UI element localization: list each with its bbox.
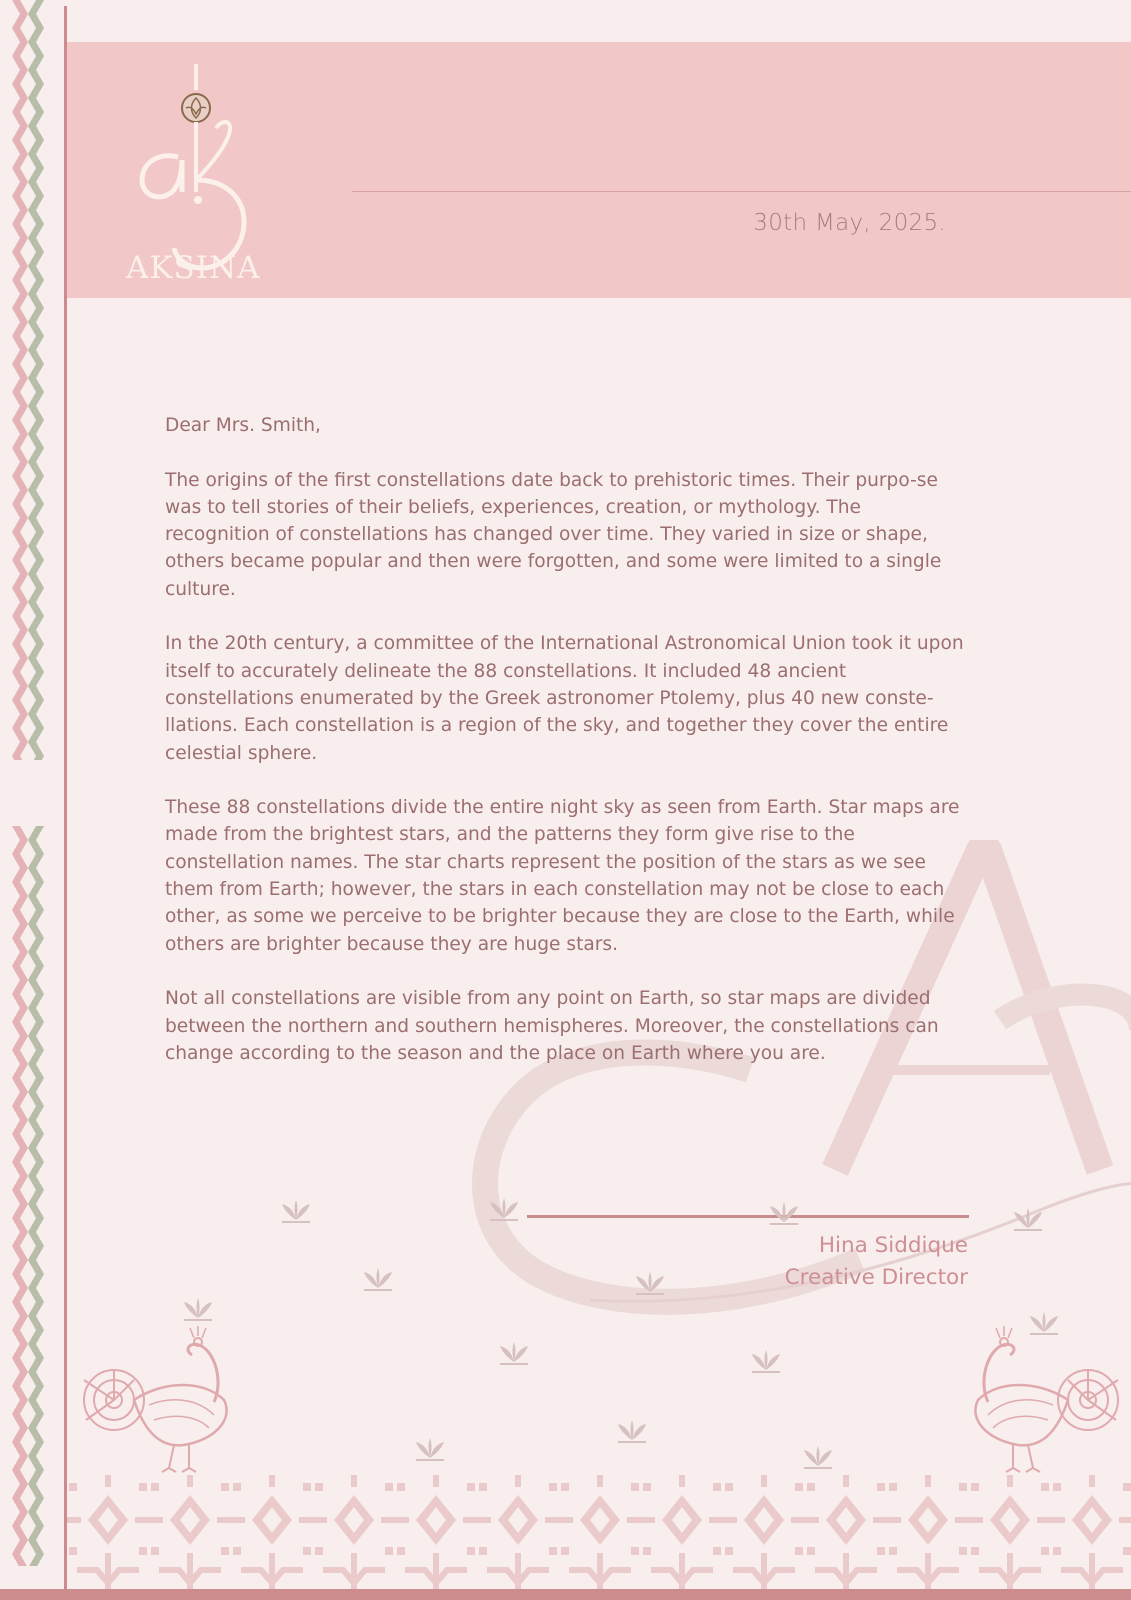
floral-sprig-icon xyxy=(752,1350,780,1372)
floral-sprig-icon xyxy=(500,1342,528,1364)
lotus-emblem-icon xyxy=(182,94,210,122)
signature-block xyxy=(700,1230,968,1294)
header-divider-line xyxy=(352,191,1131,192)
signer-title: Creative Director xyxy=(784,1265,968,1290)
floral-sprig-icon xyxy=(804,1446,832,1468)
letter-body xyxy=(165,412,965,1094)
peacock-motif-icon xyxy=(84,1326,227,1472)
floral-sprig-icon xyxy=(282,1200,310,1222)
signer-name: Hina Siddique xyxy=(818,1233,968,1258)
signature-line xyxy=(527,1215,969,1218)
letter-paragraph: These 88 constellations divide the entire night sky as seen from Earth. Star maps are made from the brightest stars, and the patterns they form give rise to the constellation names. The star charts represent the position of the stars as we see them from Earth; however, the stars in each constellation may not be close to each other, as some we perceive to be brighter because they are close to the Earth, while others are brighter because they are huge stars. xyxy=(165,797,960,955)
letter-paragraph: The origins of the first constellations date back to prehistoric times. Their purpo-se was to tell stories of their beliefs, experiences, creation, or mythology. The recognition of constellations has changed over time. They varied in size or shape, others became popular and then were forgotten, and some were limited to a single culture. xyxy=(165,469,942,600)
brand-name: AKSINA xyxy=(126,250,261,286)
bottom-pattern-band xyxy=(67,1475,1131,1589)
floral-sprig-icon xyxy=(416,1438,444,1460)
floral-sprig-icon xyxy=(618,1420,646,1442)
bottom-border-rule xyxy=(0,1589,1131,1600)
letter-paragraph: In the 20th century, a committee of the International Astronomical Union took it upon itself to accurately delineate the 88 constellations. It included 48 ancient constellations enumerated by the Greek astronomer Ptolemy, plus 40 new conste-llations. Each constellation is a region of the sky, and together they cover the entire celestial sphere. xyxy=(165,633,964,764)
peacock-motif-icon xyxy=(975,1326,1118,1472)
letter-date: 30th May, 2025. xyxy=(753,210,946,236)
floral-sprig-icon xyxy=(364,1268,392,1290)
floral-sprig-icon xyxy=(184,1298,212,1320)
letter-paragraph: Not all constellations are visible from any point on Earth, so star maps are divided between the northern and southern hemispheres. Moreover, the constellations can change according to the season and the place on Earth where you are. xyxy=(165,988,939,1064)
left-border-strip xyxy=(0,0,72,1600)
letter-salutation: Dear Mrs. Smith, xyxy=(165,415,321,436)
left-border-pattern-bottom xyxy=(8,826,52,1566)
left-border-pattern-top xyxy=(8,0,52,760)
